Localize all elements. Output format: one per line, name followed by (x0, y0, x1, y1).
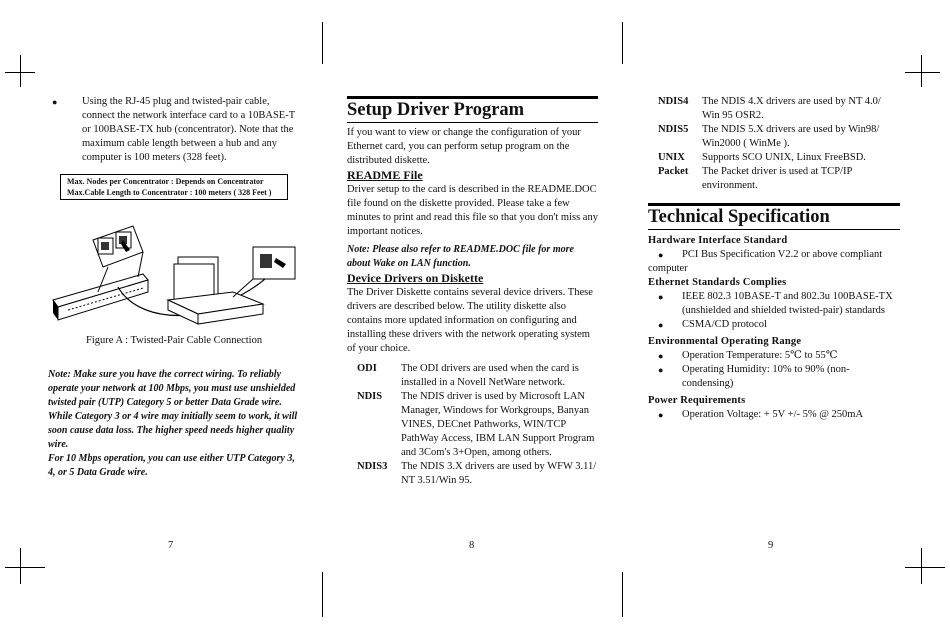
driver-desc: The ODI drivers are used when the card is installed in a Novell NetWare network. (401, 363, 579, 388)
left-note (48, 368, 304, 480)
driver-term: ODI (357, 363, 377, 374)
readme-text: Driver setup to the card is described in the README.DOC file found on the diskette provided. Please take a few minutes to print and read this file so that you don't miss any important notices. (347, 184, 598, 237)
readme-heading: README File (347, 168, 423, 182)
driver-list (347, 362, 598, 488)
intro-text: If you want to view or change the configuration of your Ethernet card, you can perform setup program on the distributed diskette. (347, 127, 581, 166)
hw-heading: Hardware Interface Standard (648, 235, 788, 246)
fold-mark (322, 572, 323, 617)
driver-desc: The NDIS 3.X drivers are used by WFW 3.11/ NT 3.51/Win 95. (401, 461, 597, 486)
driver-term: NDIS4 (658, 96, 689, 107)
bullet-dot: ● (658, 250, 664, 260)
spec-item (648, 363, 900, 391)
crop-mark (5, 567, 45, 568)
wiring-note: Note: Make sure you have the correct wiring. To reliably operate your network at 100 Mbps, you must use unshielded twisted pair (UTP) Category 5 or better Data Grade wire. While Category 3 or 4 wire may initially seem to work, it will soon cause data loss. The higher speed needs higher quality wire. (48, 369, 298, 450)
spec-item (648, 318, 900, 332)
driver-term: NDIS5 (658, 124, 689, 135)
fold-mark (622, 572, 623, 617)
wiring-note-10mbps: For 10 Mbps operation, you can use either UTP Category 3, 4, or 5 Data Grade wire. (48, 453, 295, 478)
crop-mark (905, 72, 940, 73)
middle-page (347, 96, 598, 488)
page-number: 7 (168, 540, 174, 551)
spec-box-line: Max. Nodes per Concentrator : Depends on Concentrator (67, 177, 264, 186)
fold-mark (322, 22, 323, 64)
driver-term: UNIX (658, 152, 685, 163)
crop-mark (20, 548, 21, 584)
spec-box (60, 174, 288, 200)
spec-item (648, 290, 900, 318)
driver-term: NDIS3 (357, 461, 388, 472)
crop-mark (921, 548, 922, 584)
bullet-text: Using the RJ-45 plug and twisted-pair cable, connect the network interface card to a 10BASE-T or 100BASE-TX hub (concentrator). Note that the maximum cable length between a hub and any computer is 100 meters (328 feet). (82, 96, 295, 163)
driver-term: NDIS (357, 391, 383, 402)
cable-connection-figure (48, 212, 303, 327)
driver-desc: The NDIS 4.X drivers are used by NT 4.0/ Win 95 OSR2. (702, 96, 881, 121)
crop-mark (20, 55, 21, 87)
driver-list-cont (648, 95, 900, 193)
tech-spec-heading: Technical Specification (648, 203, 900, 230)
spec-box-line: Max.Cable Length to Concentrator : 100 meters ( 328 Feet ) (67, 188, 272, 197)
crop-mark (905, 567, 945, 568)
driver-desc: The NDIS 5.X drivers are used by Win98/ Win2000 ( WinMe ). (702, 124, 880, 149)
driver-desc: The Packet driver is used at TCP/IP environment. (702, 166, 852, 191)
spec-item-cont: computer (648, 263, 688, 274)
spec-item-text: Operating Humidity: 10% to 90% (non-condensing) (682, 364, 850, 389)
spec-item-text: PCI Bus Specification V2.2 or above compliant (682, 249, 883, 260)
bullet-item (48, 95, 304, 165)
spec-item (648, 349, 900, 363)
bullet-dot: ● (658, 365, 664, 375)
drivers-heading: Device Drivers on Diskette (347, 271, 484, 285)
readme-note: Note: Please also refer to README.DOC file for more about Wake on LAN function. (347, 244, 574, 269)
fold-mark (622, 22, 623, 64)
page-number: 8 (469, 540, 475, 551)
eth-heading: Ethernet Standards Complies (648, 277, 787, 288)
env-heading: Environmental Operating Range (648, 336, 802, 347)
section-heading: Setup Driver Program (347, 96, 598, 123)
spec-item (648, 248, 900, 262)
bullet-dot: ● (658, 410, 664, 420)
bullet-dot: ● (52, 97, 58, 107)
spec-item-text: Operation Temperature: 5℃ to 55℃ (682, 350, 838, 361)
spec-item-text: Operation Voltage: + 5V +/- 5% @ 250mA (682, 409, 864, 420)
figure-caption: Figure A : Twisted-Pair Cable Connection (86, 335, 263, 346)
drivers-text: The Driver Diskette contains several device drivers. These drivers are described below. The utility diskette also contains more updated information on configuring and installing these drivers with the network operating system of your choice. (347, 287, 593, 354)
power-heading: Power Requirements (648, 395, 746, 406)
spec-item-text: CSMA/CD protocol (682, 319, 767, 330)
driver-desc: Supports SCO UNIX, Linux FreeBSD. (702, 152, 866, 163)
driver-desc: The NDIS driver is used by Microsoft LAN Manager, Windows for Workgroups, Banyan VINES, DECnet Pathworks, WIN/TCP PathWay Access, IBM LAN Support Program and 3Com's 3+Open, among others. (401, 391, 595, 458)
bullet-dot: ● (658, 320, 664, 330)
bullet-dot: ● (658, 351, 664, 361)
spec-item-text: IEEE 802.3 10BASE-T and 802.3u 100BASE-TX (unshielded and shielded twisted-pair) standards (682, 291, 893, 316)
left-page (48, 95, 304, 165)
driver-term: Packet (658, 166, 689, 177)
spec-item (648, 408, 900, 422)
bullet-dot: ● (658, 292, 664, 302)
page-number: 9 (768, 540, 774, 551)
crop-mark (921, 55, 922, 87)
right-page (648, 95, 900, 422)
